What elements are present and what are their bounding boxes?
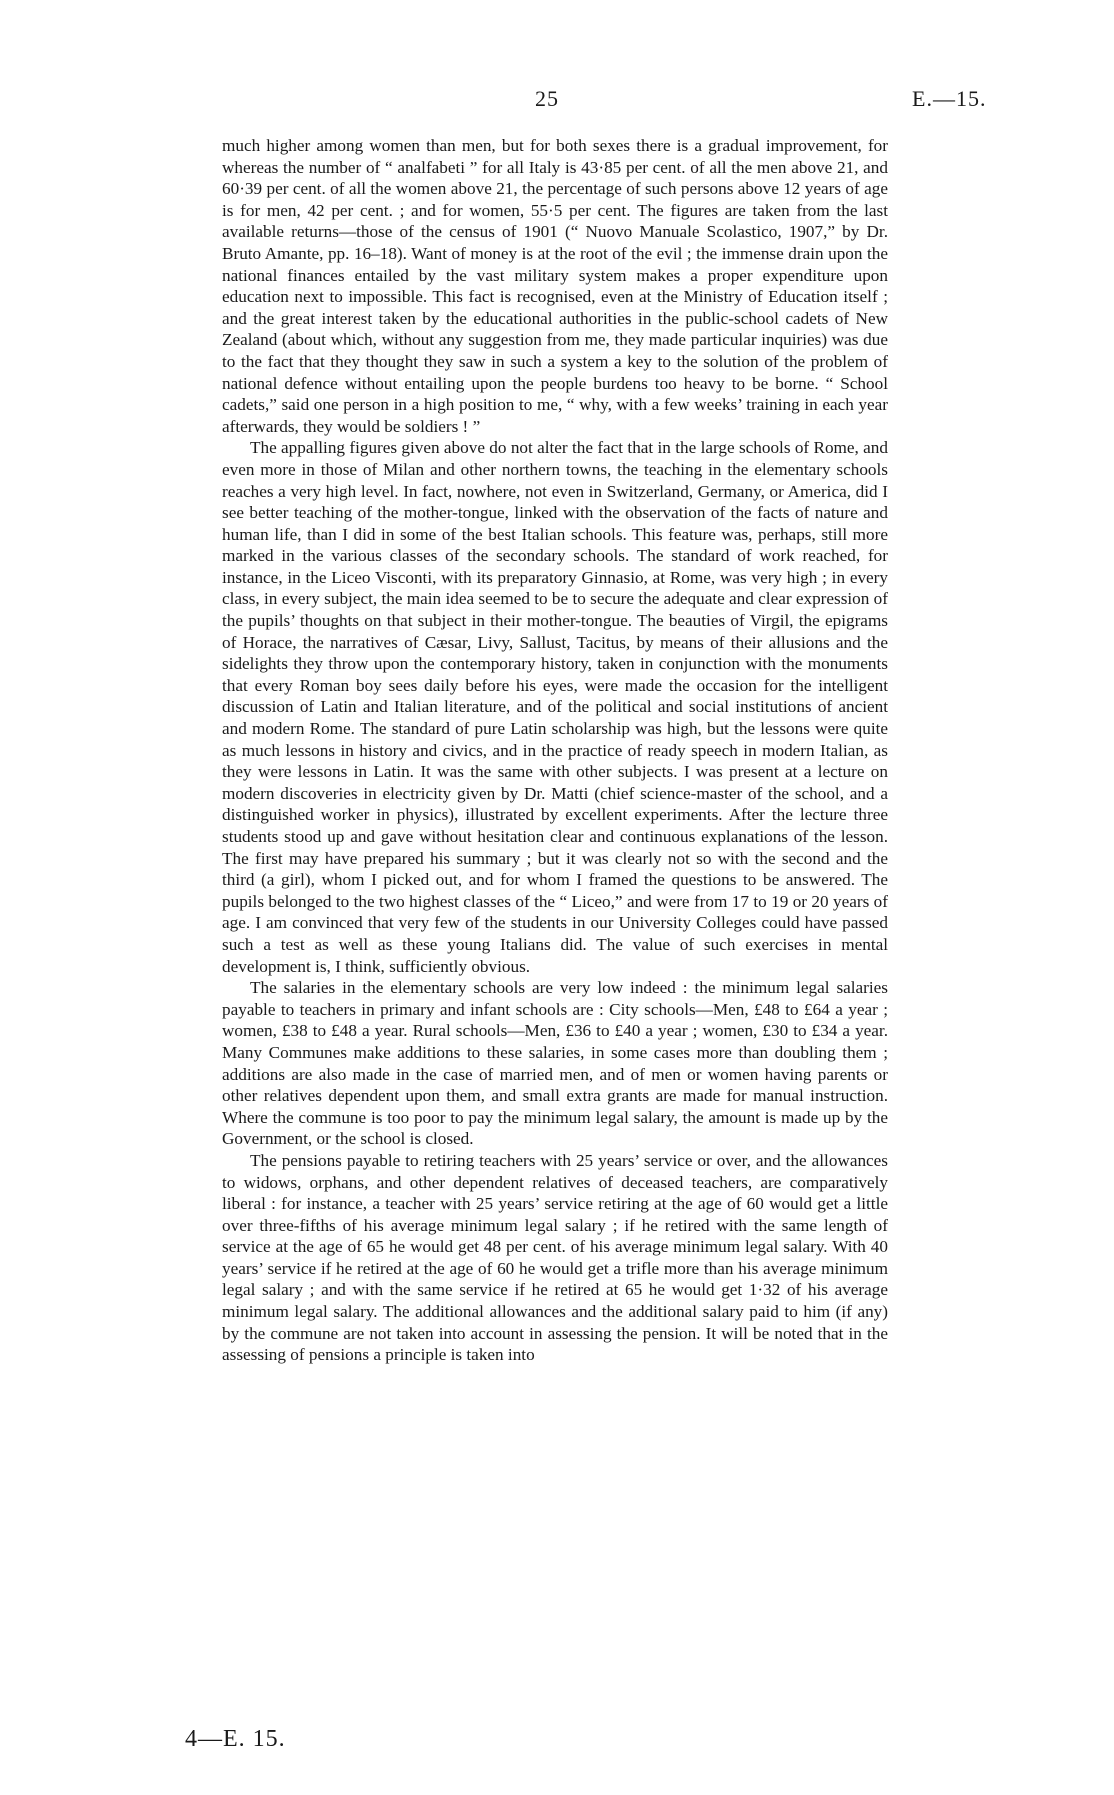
body-text <box>222 135 888 1366</box>
page-number: 25 <box>535 86 559 111</box>
paragraph-teaching-quality: The appalling figures given above do not alter the fact that in the large schools of Rome, and even more in those of Milan and other northern towns, the teaching in the elementary schools reaches a very high level. In fact, nowhere, not even in Switzerland, Germany, or America, did I see better teaching of the mother-tongue, linked with the observation of the facts of nature and human life, than I did in some of the best Italian schools. This feature was, perhaps, still more marked in the various classes of the secondary schools. The standard of work reached, for instance, in the Liceo Visconti, with its preparatory Ginnasio, at Rome, was very high ; in every class, in every subject, the main idea seemed to be to secure the adequate and clear expression of the pupils’ thoughts on that subject in their mother-tongue. The beauties of Virgil, the epigrams of Horace, the narratives of Cæsar, Livy, Sallust, Tacitus, by means of their allusions and the sidelights they throw upon the contemporary history, taken in conjunction with the monuments that every Roman boy sees daily before his eyes, were made the occasion for the intelligent discussion of Latin and Italian literature, and of the political and social institutions of ancient and modern Rome. The standard of pure Latin scholarship was high, but the lessons were quite as much lessons in history and civics, and in the practice of ready speech in modern Italian, as they were lessons in Latin. It was the same with other subjects. I was present at a lecture on modern discoveries in electricity given by Dr. Matti (chief science-master of the school, and a distinguished worker in physics), illustrated by excellent experiments. After the lecture three students stood up and gave without hesitation clear and continuous explanations of the lesson. The first may have prepared his summary ; but it was clearly not so with the second and the third (a girl), whom I picked out, and for whom I framed the questions to be answered. The pupils belonged to the two highest classes of the “ Liceo,” and were from 17 to 19 or 20 years of age. I am convinced that very few of the students in our University Colleges could have passed such a test as well as these young Italians did. The value of such exercises in mental development is, I think, sufficiently obvious. <box>222 438 888 976</box>
paragraph-pensions: The pensions payable to retiring teachers with 25 years’ service or over, and the allowances to widows, orphans, and other dependent relatives of deceased teachers, are comparatively liberal : for instance, a teacher with 25 years’ service retiring at the age of 60 would get a little over three-fifths of his average minimum legal salary ; if he retired with the same length of service at the age of 65 he would get 48 per cent. of his average minimum legal salary. With 40 years’ service if he retired at the age of 60 he would get a trifle more than his average minimum legal salary ; and with the same service if he retired at 65 he would get 1·32 of his average minimum legal salary. The additional allowances and the additional salary paid to him (if any) by the commune are not taken into account in assessing the pension. It will be noted that in the assessing of pensions a principle is taken into <box>222 1150 888 1365</box>
paragraph-continuation: much higher among women than men, but for both sexes there is a gradual improvement, for whereas the number of “ analfabeti ” for all Italy is 43·85 per cent. of all the men above 21, and 60·39 per cent. of all the women above 21, the percentage of such persons above 12 years of age is for men, 42 per cent. ; and for women, 55·5 per cent. The figures are taken from the last available returns—those of the census of 1901 (“ Nuovo Manuale Scolastico, 1907,” by Dr. Bruto Amante, pp. 16–18). Want of money is at the root of the evil ; the immense drain upon the national finances entailed by the vast military system makes a proper expenditure upon education next to impossible. This fact is recognised, even at the Ministry of Education itself ; and the great interest taken by the educational authorities in the public-school cadets of New Zealand (about which, without any suggestion from me, they made particular inquiries) was due to the fact that they thought they saw in such a system a key to the solution of the problem of national defence without entailing upon the people burdens too heavy to be borne. “ School cadets,” said one person in a high position to me, “ why, with a few weeks’ training in each year afterwards, they would be soldiers ! ” <box>222 136 888 436</box>
sheet-signature: 4—E. 15. <box>185 1726 286 1752</box>
paragraph-salaries: The salaries in the elementary schools are very low indeed : the minimum legal salaries payable to teachers in primary and infant schools are : City schools—Men, £48 to £64 a year ; women, £38 to £48 a year. Rural schools—Men, £36 to £40 a year ; women, £30 to £34 a year. Many Communes make additions to these salaries, in some cases more than doubling them ; additions are also made in the case of married men, and of men or women having parents or other relatives dependent upon them, and small extra grants are made for manual instruction. Where the commune is too poor to pay the minimum legal salary, the amount is made up by the Government, or the school is closed. <box>222 978 888 1149</box>
document-reference: E.—15. <box>912 86 987 111</box>
